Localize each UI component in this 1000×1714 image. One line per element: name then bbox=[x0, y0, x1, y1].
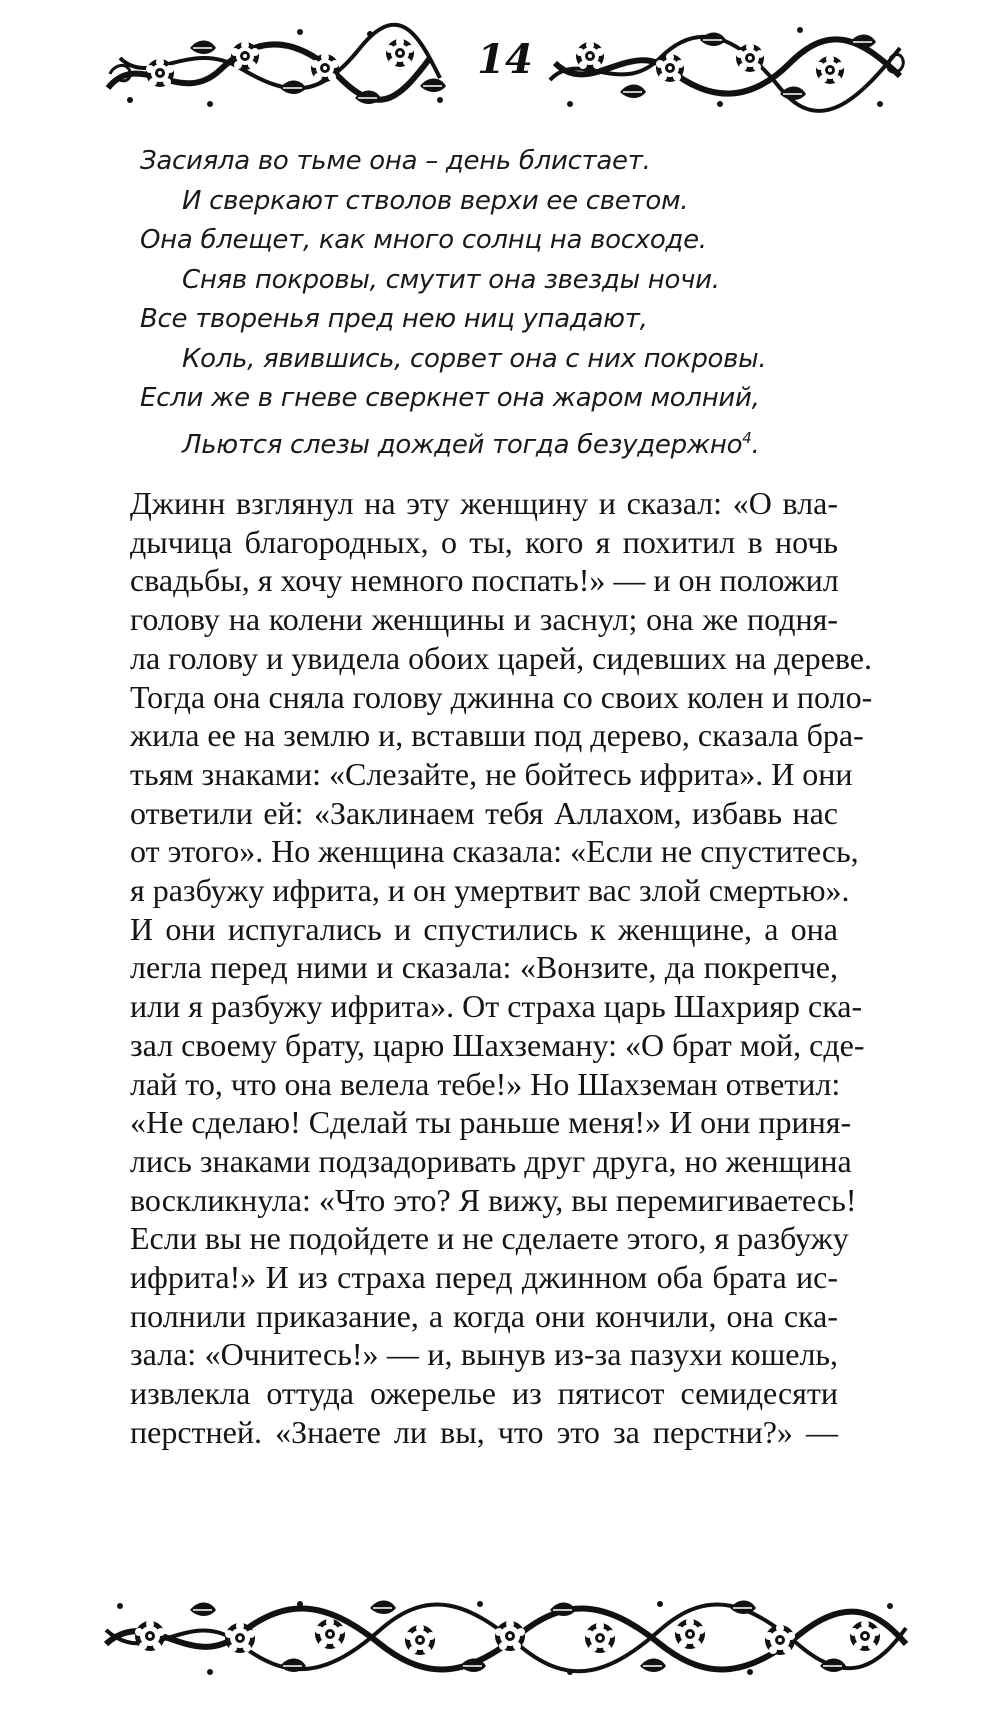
poem-line: Все творенья пред нею ниц упадают, bbox=[140, 304, 648, 334]
prose-line: ифрита!» И из страха перед джинном оба брата ис- bbox=[130, 1259, 838, 1296]
prose-line: лись знаками подзадоривать друг друга, но женщина bbox=[130, 1142, 852, 1179]
prose-line: воскликнула: «Что это? Я вижу, вы перемигиваетесь! bbox=[130, 1181, 857, 1218]
floral-vine-ornament-icon bbox=[100, 1594, 910, 1680]
poem-line: Засияла во тьме она – день блистает. bbox=[140, 146, 651, 176]
prose-line: зал своему брату, царю Шахземану: «О брат мой, сде- bbox=[130, 1026, 865, 1063]
prose-line: свадьбы, я хочу немного поспать!» — и он положил bbox=[130, 562, 839, 599]
prose-line: или я разбужу ифрита». От страха царь Шахрияр ска- bbox=[130, 988, 863, 1025]
page-number: 14 bbox=[477, 36, 533, 83]
prose-line: голову на колени женщины и заснул; она же подня- bbox=[130, 601, 838, 638]
prose-line: перстней. «Знаете ли вы, что это за перстни?» — bbox=[130, 1413, 838, 1450]
poem-line: Сняв покровы, смутит она звезды ночи. bbox=[182, 264, 720, 295]
footer-ornament-band bbox=[100, 1594, 910, 1680]
prose-line: Если вы не подойдете и не сделаете этого, я разбужу bbox=[130, 1220, 849, 1257]
prose-line: Джинн взглянул на эту женщину и сказал: «О вла- bbox=[130, 485, 838, 521]
prose-line: ответили ей: «Заклинаем тебя Аллахом, избавь нас bbox=[130, 794, 838, 831]
prose-line: извлекла оттуда ожерелье из пятисот семидесяти bbox=[130, 1375, 838, 1412]
poem-line: Льются слезы дождей тогда безудержно$^4$. bbox=[182, 428, 760, 460]
prose-line: зала: «Очнитесь!» — и, вынув из-за пазухи кошель, bbox=[130, 1336, 838, 1373]
poem-line: Коль, явившись, сорвет она с них покровы. bbox=[182, 343, 767, 374]
prose-line: полнили приказание, а когда они кончили, она ска- bbox=[130, 1297, 838, 1334]
prose-line: дычица благородных, о ты, кого я похитил в ночь bbox=[130, 523, 838, 560]
prose-line: лай то, что она велела тебе!» Но Шахземан ответил: bbox=[130, 1065, 841, 1102]
prose-line: «Не сделаю! Сделай ты раньше меня!» И они приня- bbox=[130, 1104, 852, 1141]
poem-line: И сверкают стволов верхи ее светом. bbox=[182, 185, 689, 216]
poem-line: Если же в гневе сверкнет она жаром молний, bbox=[140, 383, 760, 413]
prose-line: И они испугались и спустились к женщине, а она bbox=[130, 910, 838, 947]
prose-line: тьям знаками: «Слезайте, не бойтесь ифрита». И они bbox=[130, 755, 853, 792]
prose-line: Тогда она сняла голову джинна со своих колен и поло- bbox=[130, 678, 873, 715]
prose-line: жила ее на землю и, вставши под дерево, сказала бра- bbox=[130, 717, 864, 754]
prose-block bbox=[130, 484, 873, 1452]
prose-line: я разбужу ифрита, и он умертвит вас злой смертью». bbox=[130, 872, 850, 909]
poem-block bbox=[140, 142, 900, 465]
footnote-marker: 4 bbox=[742, 428, 752, 447]
prose-line: ла голову и увидела обоих царей, сидевших на дереве. bbox=[130, 639, 872, 676]
poem-line: Она блещет, как много солнц на восходе. bbox=[140, 225, 707, 255]
prose-line: легла перед ними и сказала: «Вонзите, да покрепче, bbox=[130, 949, 838, 986]
prose-line: от этого». Но женщина сказала: «Если не спуститесь, bbox=[130, 833, 859, 870]
